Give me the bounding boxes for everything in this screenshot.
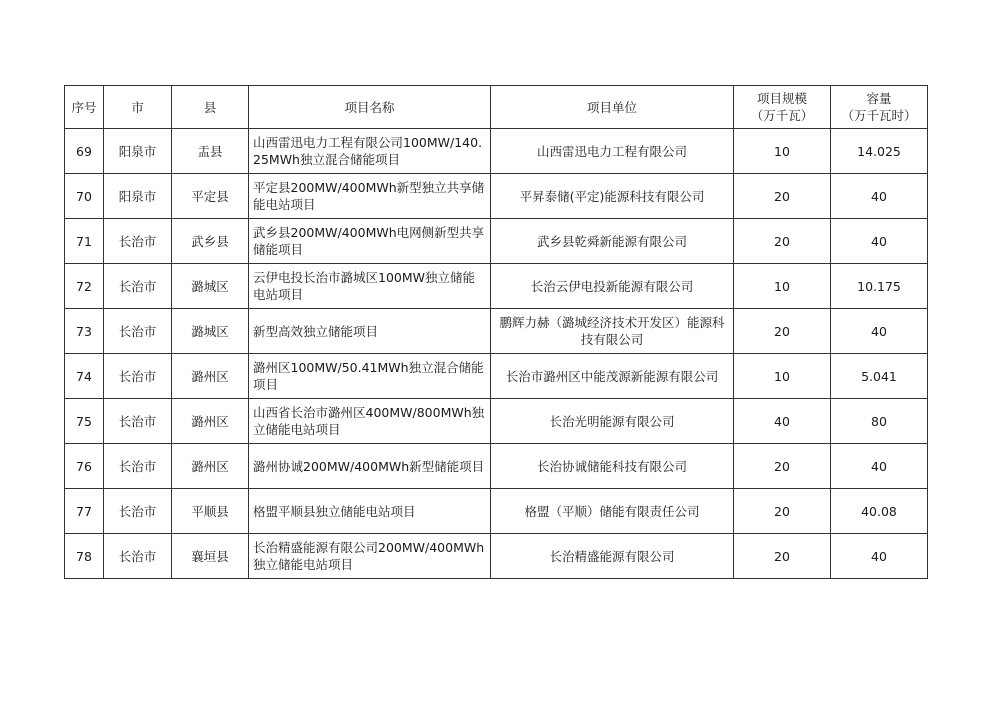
cell-city: 长治市 — [104, 534, 172, 579]
header-capacity-unit: （万千瓦时） — [841, 108, 917, 123]
cell-seq: 77 — [65, 489, 104, 534]
project-table — [64, 85, 928, 579]
header-seq: 序号 — [65, 86, 104, 129]
cell-city: 长治市 — [104, 399, 172, 444]
cell-county: 襄垣县 — [172, 534, 249, 579]
table-row — [65, 219, 928, 264]
cell-city: 长治市 — [104, 219, 172, 264]
cell-city: 长治市 — [104, 444, 172, 489]
cell-county: 武乡县 — [172, 219, 249, 264]
table-row — [65, 399, 928, 444]
cell-project-unit: 长治光明能源有限公司 — [491, 399, 734, 444]
cell-seq: 78 — [65, 534, 104, 579]
cell-project-name: 潞州协诚200MW/400MWh新型储能项目 — [249, 444, 491, 489]
cell-capacity: 5.041 — [831, 354, 928, 399]
cell-scale: 20 — [734, 444, 831, 489]
cell-project-unit: 山西雷迅电力工程有限公司 — [491, 129, 734, 174]
cell-scale: 10 — [734, 354, 831, 399]
cell-seq: 72 — [65, 264, 104, 309]
cell-capacity: 40 — [831, 309, 928, 354]
header-capacity-title: 容量 — [866, 91, 892, 106]
table-row — [65, 174, 928, 219]
cell-capacity: 10.175 — [831, 264, 928, 309]
cell-seq: 74 — [65, 354, 104, 399]
table-row — [65, 129, 928, 174]
table-row — [65, 444, 928, 489]
cell-project-unit: 平昇泰储(平定)能源科技有限公司 — [491, 174, 734, 219]
table-row — [65, 354, 928, 399]
cell-seq: 69 — [65, 129, 104, 174]
cell-capacity: 14.025 — [831, 129, 928, 174]
table-row — [65, 489, 928, 534]
cell-project-unit: 长治精盛能源有限公司 — [491, 534, 734, 579]
cell-project-unit: 武乡县乾舜新能源有限公司 — [491, 219, 734, 264]
cell-county: 平定县 — [172, 174, 249, 219]
header-project-name: 项目名称 — [249, 86, 491, 129]
cell-city: 长治市 — [104, 264, 172, 309]
cell-scale: 10 — [734, 129, 831, 174]
cell-scale: 10 — [734, 264, 831, 309]
table-row — [65, 309, 928, 354]
cell-scale: 20 — [734, 489, 831, 534]
cell-city: 长治市 — [104, 309, 172, 354]
cell-project-name: 云伊电投长治市潞城区100MW独立储能电站项目 — [249, 264, 491, 309]
cell-county: 平顺县 — [172, 489, 249, 534]
cell-capacity: 40.08 — [831, 489, 928, 534]
cell-capacity: 40 — [831, 174, 928, 219]
cell-seq: 73 — [65, 309, 104, 354]
cell-seq: 70 — [65, 174, 104, 219]
cell-city: 阳泉市 — [104, 174, 172, 219]
cell-capacity: 40 — [831, 534, 928, 579]
cell-project-name: 潞州区100MW/50.41MWh独立混合储能项目 — [249, 354, 491, 399]
cell-project-unit: 长治云伊电投新能源有限公司 — [491, 264, 734, 309]
table-row — [65, 534, 928, 579]
cell-project-name: 平定县200MW/400MWh新型独立共享储能电站项目 — [249, 174, 491, 219]
header-project-unit: 项目单位 — [491, 86, 734, 129]
header-scale-unit: （万千瓦） — [750, 108, 814, 123]
cell-city: 阳泉市 — [104, 129, 172, 174]
cell-project-name: 新型高效独立储能项目 — [249, 309, 491, 354]
cell-city: 长治市 — [104, 489, 172, 534]
cell-seq: 71 — [65, 219, 104, 264]
table-header-row — [65, 86, 928, 129]
cell-capacity: 40 — [831, 219, 928, 264]
header-city: 市 — [104, 86, 172, 129]
table-row — [65, 264, 928, 309]
header-scale-title: 项目规模 — [756, 91, 807, 106]
cell-county: 盂县 — [172, 129, 249, 174]
header-county: 县 — [172, 86, 249, 129]
cell-county: 潞城区 — [172, 264, 249, 309]
cell-capacity: 40 — [831, 444, 928, 489]
cell-county: 潞城区 — [172, 309, 249, 354]
cell-scale: 20 — [734, 534, 831, 579]
cell-project-name: 武乡县200MW/400MWh电网侧新型共享储能项目 — [249, 219, 491, 264]
cell-project-unit: 鹏辉力赫（潞城经济技术开发区）能源科技有限公司 — [491, 309, 734, 354]
cell-seq: 76 — [65, 444, 104, 489]
cell-scale: 20 — [734, 174, 831, 219]
cell-seq: 75 — [65, 399, 104, 444]
cell-scale: 40 — [734, 399, 831, 444]
document-page — [64, 85, 927, 579]
header-scale — [734, 86, 831, 129]
cell-project-unit: 格盟（平顺）储能有限责任公司 — [491, 489, 734, 534]
cell-scale: 20 — [734, 309, 831, 354]
cell-city: 长治市 — [104, 354, 172, 399]
cell-project-unit: 长治市潞州区中能茂源新能源有限公司 — [491, 354, 734, 399]
cell-project-name: 长治精盛能源有限公司200MW/400MWh独立储能电站项目 — [249, 534, 491, 579]
cell-project-name: 山西雷迅电力工程有限公司100MW/140.25MWh独立混合储能项目 — [249, 129, 491, 174]
cell-county: 潞州区 — [172, 399, 249, 444]
cell-scale: 20 — [734, 219, 831, 264]
cell-county: 潞州区 — [172, 354, 249, 399]
cell-county: 潞州区 — [172, 444, 249, 489]
cell-project-name: 格盟平顺县独立储能电站项目 — [249, 489, 491, 534]
cell-project-name: 山西省长治市潞州区400MW/800MWh独立储能电站项目 — [249, 399, 491, 444]
cell-project-unit: 长治协诚储能科技有限公司 — [491, 444, 734, 489]
cell-capacity: 80 — [831, 399, 928, 444]
header-capacity — [831, 86, 928, 129]
